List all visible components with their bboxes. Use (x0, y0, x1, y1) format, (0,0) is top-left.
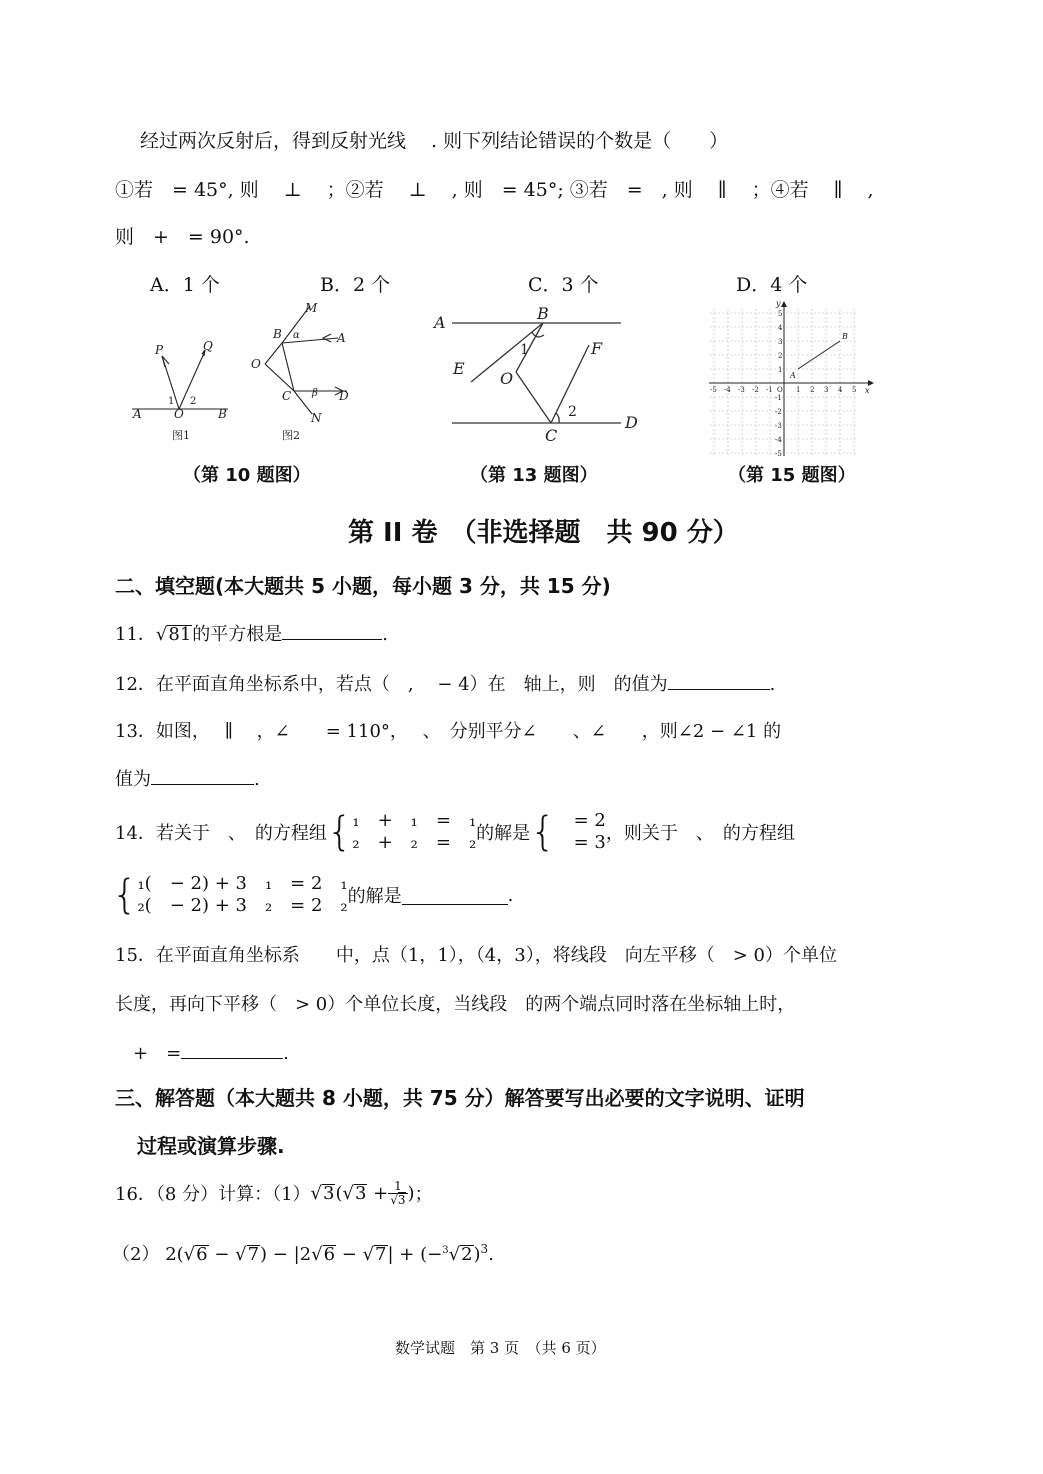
section3-heading-line2: 过程或演算步骤. (137, 1134, 285, 1158)
q14-line1: 14．若关于 、 的方程组 { ₁ + ₁ = ₁ ₂ + ₂ = ₂ 的解是 { = 2 = 3 ，则关于 、 的方程组 (115, 809, 795, 855)
fig15-point-b-label: B (842, 332, 848, 341)
fig10-caption: （第 10 题图） (183, 465, 311, 486)
q16-part2: （2） $2(√6 - √7) - |2√6 - √7| + (-^3√2)^3$. (112, 1242, 494, 1265)
q10-option-a: A．1 个 (150, 274, 220, 296)
fig10-label-c: C (282, 389, 292, 403)
fig10-label-alpha: α (293, 330, 300, 341)
fig10-label-1: 1 (168, 396, 175, 407)
q11-radicand: 81 (168, 624, 192, 645)
fig10-diagram (125, 296, 360, 446)
fig10-caption-1: 图1 (172, 429, 190, 442)
fig15-y-tick-label: 5 (778, 310, 783, 318)
fig10-caption-2: 图2 (282, 429, 300, 442)
fig13-label-d: D (625, 413, 638, 432)
q14-system-3: ₁( − 2) + 3 ₁ = 2 ₁ ₂( − 2) + 3 ₂ = 2 ₂ (137, 873, 348, 916)
q13-line2: 值为 . (115, 765, 260, 791)
section2-heading: 二、填空题(本大题共 5 小题，每小题 3 分，共 15 分) (115, 574, 611, 598)
fig10-label-b: B (218, 407, 227, 421)
q10-option-d: D．4 个 (736, 274, 808, 296)
section3-heading-line1: 三、解答题（本大题共 8 小题，共 75 分）解答要写出必要的文字说明、证明 (115, 1086, 805, 1110)
fig15-x-tick-label: 2 (810, 386, 815, 394)
fig15-coordinate-grid (705, 298, 880, 461)
fig15-point-a-label: A (790, 371, 796, 380)
fig15-y-tick-label: 1 (778, 366, 783, 374)
fig15-x-tick-label: O (777, 386, 783, 394)
q10-line-c: 则 + = 90°. (115, 226, 250, 248)
fig13-label-o: O (500, 369, 514, 388)
fig13-caption: （第 13 题图） (470, 465, 598, 486)
fig10-label-m: M (305, 301, 318, 315)
fig10-label-2: 2 (190, 396, 197, 407)
q11-answer-blank (282, 620, 382, 640)
fig15-x-tick-label: -2 (752, 386, 759, 394)
fig10-label-a: A (133, 407, 142, 421)
fig13-label-c: C (545, 426, 558, 445)
fig15-x-tick-label: -1 (766, 386, 773, 394)
fig13-label-1: 1 (520, 342, 529, 358)
fig15-y-label: y (776, 299, 781, 308)
fig13-label-2: 2 (568, 404, 577, 420)
q10-line-b: ①若 = 45°, 则 ⊥ ；②若 ⊥ , 则 = 45°; ③若 = , 则 ∥ ；④若 ∥ , (115, 179, 874, 201)
fig10-label-o2: O (251, 357, 261, 371)
q15-line3: + = . (115, 1039, 289, 1065)
fig13-label-f: F (591, 339, 603, 358)
fig15-y-tick-label: 4 (778, 324, 783, 332)
q10-option-b: B．2 个 (320, 274, 391, 296)
fig15-caption: （第 15 题图） (728, 465, 856, 486)
page-footer: 数学试题 第 3 页 （共 6 页） (395, 1339, 606, 1357)
fig15-x-tick-label: 4 (838, 386, 843, 394)
fig15-y-tick-label: -4 (775, 436, 782, 444)
fig15-x-tick-label: 1 (796, 386, 801, 394)
fig15-x-tick-label: 5 (852, 386, 857, 394)
fig10-label-n: N (311, 411, 322, 425)
q15-line2: 长度，再向下平移（ > 0）个单位长度，当线段 的两个端点同时落在坐标轴上时， (115, 994, 796, 1015)
fig15-y-tick-label: -3 (775, 422, 782, 430)
fig10-label-beta: β (312, 388, 318, 399)
q13-answer-blank (151, 765, 254, 785)
fig15-x-tick-label: 3 (824, 386, 829, 394)
fig10-label-b2: B (273, 327, 282, 341)
fig15-y-tick-label: -5 (775, 450, 782, 458)
q14-system-2: = 2 = 3 (555, 810, 606, 853)
fig13-diagram (428, 302, 648, 448)
q10-line-a: 经过两次反射后，得到反射光线 . 则下列结论错误的个数是（ ） (140, 130, 729, 152)
q16-fraction: $\frac{1}{√3}$ (390, 1179, 406, 1207)
fig15-y-tick-label: -1 (775, 394, 782, 402)
q11: 11．√81的平方根是 . (115, 620, 388, 646)
fig10-label-d: D (339, 389, 349, 403)
q14-system-1: ₁ + ₁ = ₁ ₂ + ₂ = ₂ (352, 810, 477, 853)
fig10-label-p: P (155, 343, 164, 357)
q15-line1: 15．在平面直角坐标系 中，点（1，1），（4，3），将线段 向左平移（ > 0）个单位 (115, 945, 837, 966)
fig10-label-o: O (174, 407, 184, 421)
fig15-segment-ab (798, 341, 840, 369)
q12: 12．在平面直角坐标系中，若点（ , − 4）在 轴上，则 的值为 . (115, 670, 775, 696)
fig15-y-tick-label: -2 (775, 408, 782, 416)
fig15-y-tick-label: 2 (778, 352, 783, 360)
fig15-x-tick-label: -5 (710, 386, 717, 394)
q12-answer-blank (668, 670, 770, 690)
fig15-x-label: x (865, 386, 870, 395)
fig10-label-a2: A (337, 331, 346, 345)
fig15-x-tick-label: -3 (738, 386, 745, 394)
part2-title: 第 II 卷 （非选择题 共 90 分） (348, 518, 739, 548)
fig15-x-tick-label: -4 (724, 386, 731, 394)
fig13-label-e: E (453, 359, 465, 378)
fig10-label-q: Q (203, 339, 213, 353)
q13-line1: 13．如图， ∥ ，∠ = 110°， 、 分别平分∠ 、∠ ，则∠2 − ∠1 的 (115, 721, 782, 742)
q14-line2: { ₁( − 2) + 3 ₁ = 2 ₁ ₂( − 2) + 3 ₂ = 2 ₂ 的解是 . (112, 872, 514, 918)
q16-part1: 16．（8 分）计算：（1） √3(√3 + $\frac{1}{√3}$ ) ； (115, 1179, 433, 1207)
fig13-label-b: B (537, 304, 549, 323)
fig15-y-tick-label: 3 (778, 338, 783, 346)
q14-answer-blank (402, 885, 508, 905)
fig13-label-a: A (434, 313, 446, 332)
q15-answer-blank (181, 1039, 283, 1059)
q10-option-c: C．3 个 (528, 274, 599, 296)
